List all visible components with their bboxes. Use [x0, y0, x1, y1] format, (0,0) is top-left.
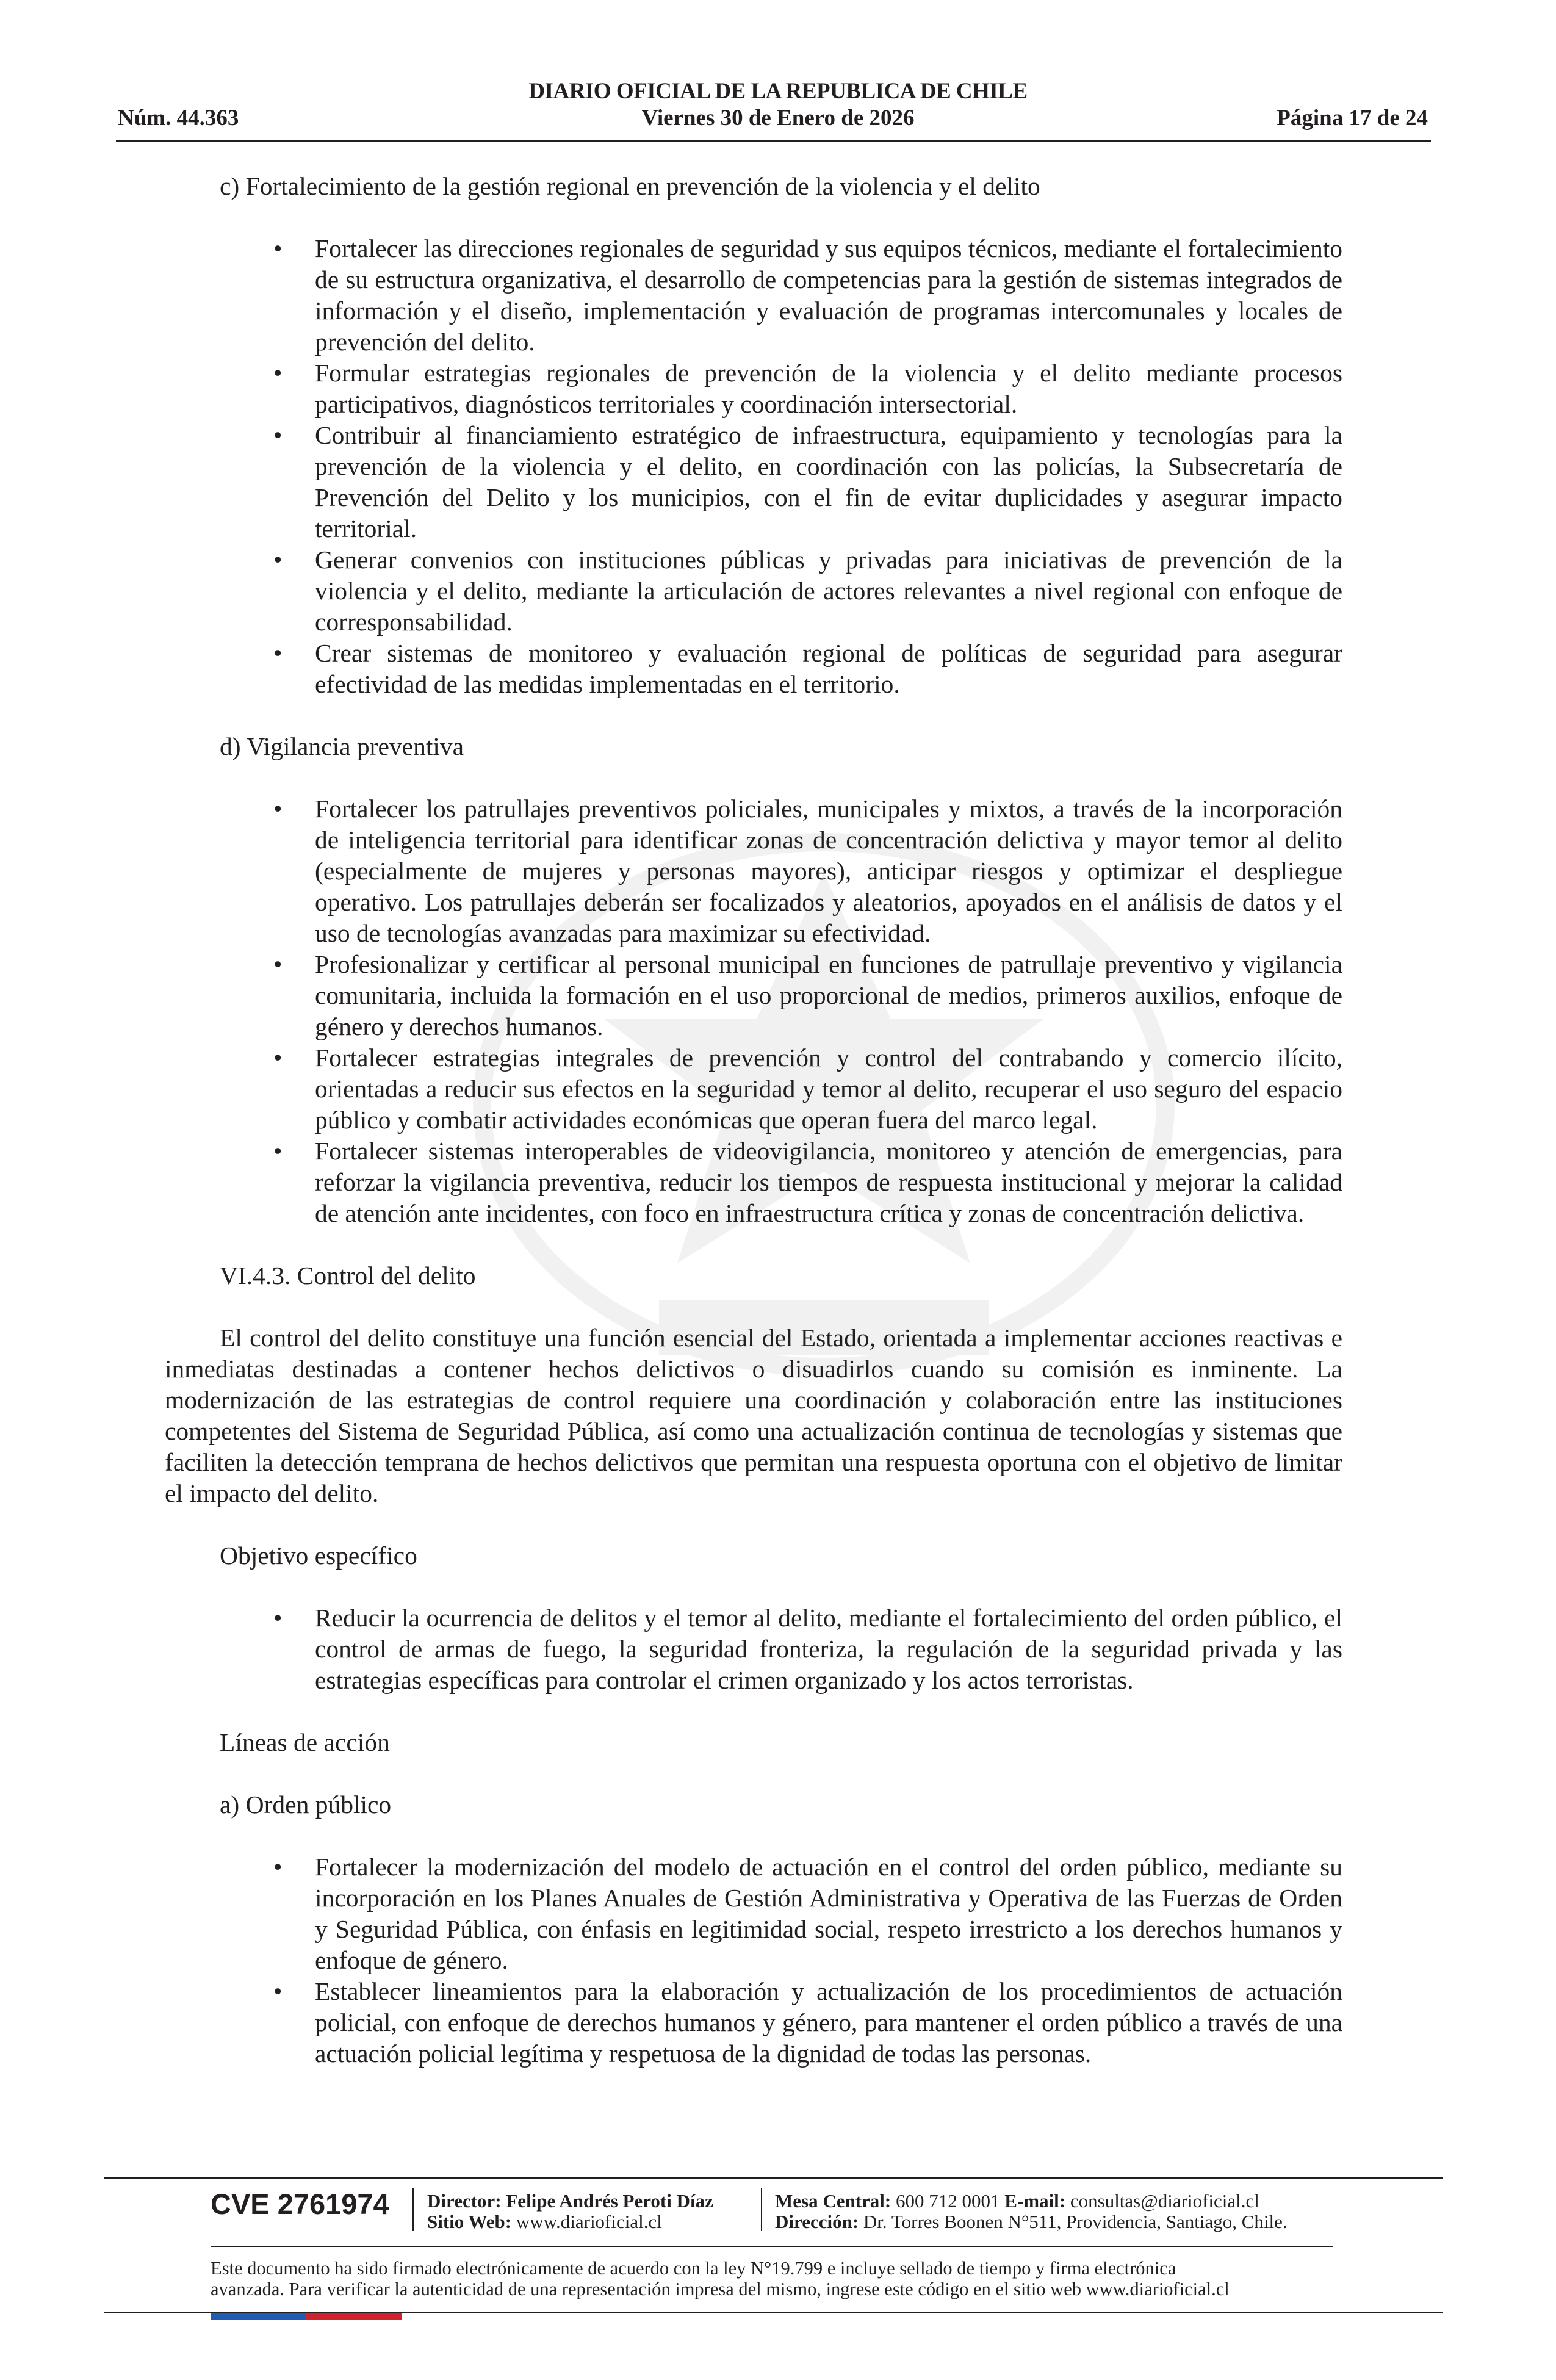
- issue-date: Viernes 30 de Enero de 2026: [641, 106, 915, 131]
- list-item: • Fortalecer los patrullajes preventivos policiales, municipales y mixtos, a través de la incorporación de inteligencia territorial para identificar zonas de concentración delictiva y mayor temor al delito (especialmente de mujeres y personas mayores), anticipar riesgos y optimizar el despliegue operativo. Los patrullajes deberán ser focalizados y aleatorios, apoyados en el análisis de datos y el uso de tecnologías avanzadas para maximizar su efectividad.: [220, 793, 1342, 949]
- header-rule: [116, 140, 1431, 142]
- list-item: • Establecer lineamientos para la elaboración y actualización de los procedimientos de actuación policial, con enfoque de derechos humanos y género, para mantener el orden público a través de una actuación policial legítima y respetuosa de la dignidad de todas las personas.: [220, 1976, 1342, 2069]
- flag-stripe-blue: [211, 2313, 305, 2320]
- address-text: Dr. Torres Boonen N°511, Providencia, Santiago, Chile.: [863, 2211, 1288, 2232]
- section-d-bullets: [220, 793, 1342, 1229]
- section-vi-paragraph: El control del delito constituye una función esencial del Estado, orientada a implementar acciones reactivas e inmediatas destinadas a contener hechos delictivos o disuadirlos cuando su comisión es inminente. La modernización de las estrategias de control requiere una coordinación y colaboración entre las instituciones competentes del Sistema de Seguridad Pública, así como una actualización continua de tecnologías y sistemas que faciliten la detección temprana de hechos delictivos que permitan una respuesta oportuna con el objetivo de limitar el impacto del delito.: [165, 1324, 1342, 1507]
- list-item: • Reducir la ocurrencia de delitos y el temor al delito, mediante el fortalecimiento del orden público, el control de armas de fuego, la seguridad fronteriza, la regulación de la seguridad privada y las estrategias específicas para controlar el crimen organizado y los actos terroristas.: [220, 1603, 1342, 1696]
- legal-notice: [211, 2258, 1370, 2299]
- page-number: Página 17 de 24: [1277, 106, 1428, 131]
- footer-rule-bottom: [104, 2312, 1443, 2313]
- sub-a-bullets: [220, 1852, 1342, 2069]
- footer-contact-block: [775, 2191, 1288, 2232]
- email-label: E-mail:: [1004, 2190, 1066, 2212]
- list-item: • Fortalecer sistemas interoperables de videovigilancia, monitoreo y atención de emergencias, para reforzar la vigilancia preventiva, reducir los tiempos de respuesta institucional y mejorar la calidad de atención ante incidentes, con foco en infraestructura crítica y zonas de concentración delictiva.: [220, 1136, 1342, 1229]
- list-item: • Crear sistemas de monitoreo y evaluación regional de políticas de seguridad para asegurar efectividad de las medidas implementadas en el territorio.: [220, 638, 1342, 700]
- list-item: • Fortalecer estrategias integrales de prevención y control del contrabando y comercio ilícito, orientadas a reducir sus efectos en la seguridad y temor al delito, recuperar el uso seguro del espacio público y combatir actividades económicas que operan fuera del marco legal.: [220, 1042, 1342, 1136]
- website-link[interactable]: www.diarioficial.cl: [516, 2211, 662, 2232]
- footer-separator: [761, 2188, 762, 2231]
- director-name: Felipe Andrés Peroti Díaz: [506, 2190, 713, 2212]
- lines-heading: Líneas de acción: [220, 1728, 390, 1756]
- section-vi-heading: VI.4.3. Control del delito: [220, 1261, 476, 1289]
- cve-code: CVE 2761974: [211, 2188, 389, 2220]
- phone-number: 600 712 0001: [896, 2190, 1000, 2212]
- issue-number: Núm. 44.363: [118, 106, 239, 131]
- footer-director-block: [427, 2191, 713, 2232]
- phone-label: Mesa Central:: [775, 2190, 891, 2212]
- footer-separator: [412, 2188, 414, 2231]
- footer-rule-top: [104, 2177, 1443, 2179]
- address-label: Dirección:: [775, 2211, 859, 2232]
- section-c-bullets: [220, 233, 1342, 700]
- section-c-heading: c) Fortalecimiento de la gestión regional en prevención de la violencia y el delito: [220, 172, 1040, 200]
- director-label: Director:: [427, 2190, 502, 2212]
- email-link[interactable]: consultas@diarioficial.cl: [1070, 2190, 1259, 2212]
- list-item: • Profesionalizar y certificar al personal municipal en funciones de patrullaje preventivo y vigilancia comunitaria, incluida la formación en el uso proporcional de medios, primeros auxilios, enfoque de género y derechos humanos.: [220, 949, 1342, 1042]
- list-item: • Generar convenios con instituciones públicas y privadas para iniciativas de prevención de la violencia y el delito, mediante la articulación de actores relevantes a nivel regional con enfoque de corresponsabilidad.: [220, 544, 1342, 638]
- section-d-heading: d) Vigilancia preventiva: [220, 732, 464, 760]
- objective-bullets: [220, 1603, 1342, 1696]
- website-label: Sitio Web:: [427, 2211, 512, 2232]
- legal-line: Este documento ha sido firmado electrónicamente de acuerdo con la ley N°19.799 e incluye sellado de tiempo y firma electrónica: [211, 2258, 1176, 2279]
- objective-heading: Objetivo específico: [220, 1542, 417, 1570]
- flag-stripe-red: [305, 2313, 402, 2320]
- sub-a-heading: a) Orden público: [220, 1790, 392, 1819]
- document-body: [165, 171, 1342, 2069]
- publication-title: DIARIO OFICIAL DE LA REPUBLICA DE CHILE: [528, 79, 1028, 104]
- footer-rule-mid: [211, 2246, 1333, 2247]
- legal-line: avanzada. Para verificar la autenticidad de una representación impresa del mismo, ingrese este código en el sitio web www.diarioficial.cl: [211, 2279, 1230, 2299]
- list-item: • Formular estrategias regionales de prevención de la violencia y el delito mediante procesos participativos, diagnósticos territoriales y coordinación intersectorial.: [220, 358, 1342, 420]
- list-item: • Fortalecer la modernización del modelo de actuación en el control del orden público, mediante su incorporación en los Planes Anuales de Gestión Administrativa y Operativa de las Fuerzas de Orden y Seguridad Pública, con énfasis en legitimidad social, respeto irrestricto a los derechos humanos y enfoque de género.: [220, 1852, 1342, 1976]
- list-item: • Contribuir al financiamiento estratégico de infraestructura, equipamiento y tecnologías para la prevención de la violencia y el delito, en coordinación con las policías, la Subsecretaría de Prevención del Delito y los municipios, con el fin de evitar duplicidades y asegurar impacto territorial.: [220, 420, 1342, 544]
- list-item: • Fortalecer las direcciones regionales de seguridad y sus equipos técnicos, mediante el fortalecimiento de su estructura organizativa, el desarrollo de competencias para la gestión de sistemas integrados de información y el diseño, implementación y evaluación de programas intercomunales y locales de prevención del delito.: [220, 233, 1342, 358]
